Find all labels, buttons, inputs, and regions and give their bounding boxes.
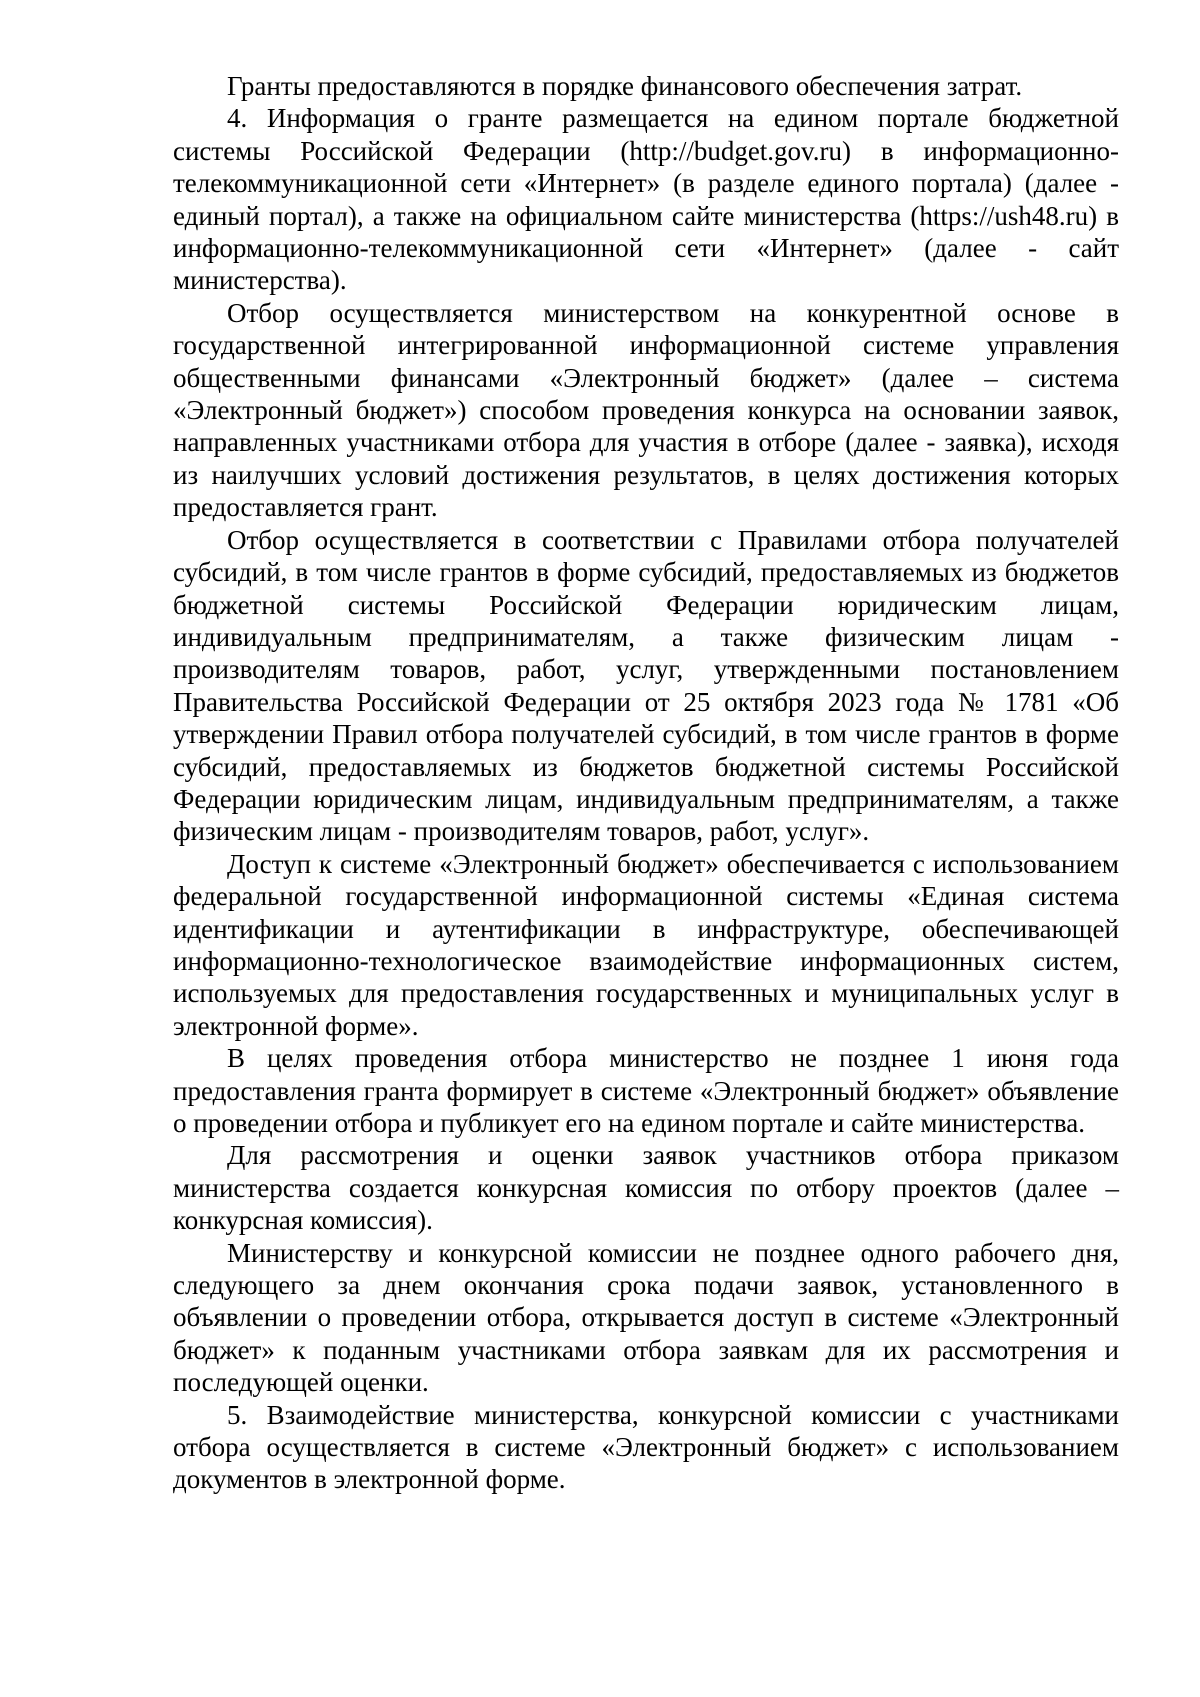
paragraph-application-access: Министерству и конкурсной комиссии не позднее одного рабочего дня, следующего за днем окончания срока подачи заявок, установленного в объявлении о проведении отбора, открывается доступ в системе «Электронный бюджет» к поданным участниками отбора заявкам для их рассмотрения и последующей оценки. <box>173 1237 1119 1398</box>
document-page <box>173 70 1119 1496</box>
paragraph-selection-rules: Отбор осуществляется в соответствии с Правилами отбора получателей субсидий, в том числе грантов в форме субсидий, предоставляемых из бюджетов бюджетной системы Российской Федерации юридическим лицам, индивидуальным предпринимателям, а также физическим лицам - производителям товаров, работ, услуг, утвержденными постановлением Правительства Российской Федерации от 25 октября 2023 года № 1781 «Об утверждении Правил отбора получателей субсидий, в том числе грантов в форме субсидий, предоставляемых из бюджетов бюджетной системы Российской Федерации юридическим лицам, индивидуальным предпринимателям, а также физическим лицам - производителям товаров, работ, услуг». <box>173 524 1119 847</box>
paragraph-selection-competitive: Отбор осуществляется министерством на конкурентной основе в государственной интегрированной информационной системе управления общественными финансами «Электронный бюджет» (далее – система «Электронный бюджет») способом проведения конкурса на основании заявок, направленных участниками отбора для участия в отборе (далее - заявка), исходя из наилучших условий достижения результатов, в целях достижения которых предоставляется грант. <box>173 297 1119 523</box>
paragraph-system-access: Доступ к системе «Электронный бюджет» обеспечивается с использованием федеральной государственной информационной системы «Единая система идентификации и аутентификации в инфраструктуре, обеспечивающей информационно-технологическое взаимодействие информационных систем, используемых для предоставления государственных и муниципальных услуг в электронной форме». <box>173 848 1119 1041</box>
paragraph-grant-funding: Гранты предоставляются в порядке финансового обеспечения затрат. <box>227 71 1023 101</box>
paragraph-item-5-interaction: 5. Взаимодействие министерства, конкурсной комиссии с участниками отбора осуществляется в системе «Электронный бюджет» с использованием документов в электронной форме. <box>173 1399 1119 1495</box>
paragraph-commission: Для рассмотрения и оценки заявок участников отбора приказом министерства создается конкурсная комиссия по отбору проектов (далее – конкурсная комиссия). <box>173 1140 1119 1236</box>
paragraph-item-4-grant-info: 4. Информация о гранте размещается на едином портале бюджетной системы Российской Федерации (http://budget.gov.ru) в информационно-телекоммуникационной сети «Интернет» (в разделе единого портала) (далее - единый портал), а также на официальном сайте министерства (https://ush48.ru) в информационно-телекоммуникационной сети «Интернет» (далее - сайт министерства). <box>173 103 1119 296</box>
paragraph-announcement: В целях проведения отбора министерство не позднее 1 июня года предоставления гранта формирует в системе «Электронный бюджет» объявление о проведении отбора и публикует его на едином портале и сайте министерства. <box>173 1043 1119 1138</box>
